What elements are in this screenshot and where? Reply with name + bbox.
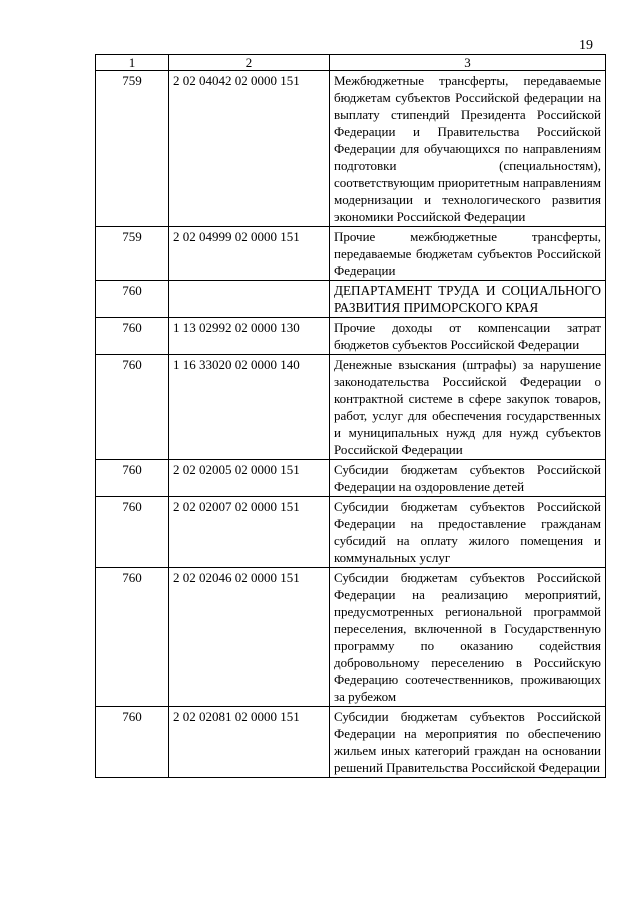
admin-code-cell: 759: [96, 71, 169, 227]
description-cell: Субсидии бюджетам субъектов Российской Федерации на мероприятия по обеспечению жильем иных категорий граждан на основании решений Правительства Российской Федерации: [330, 707, 606, 778]
description-cell: Субсидии бюджетам субъектов Российской Федерации на реализацию мероприятий, предусмотренных региональной программой переселения, включенной в Государственную программу по оказанию содействия добровольному переселению в Российскую Федерацию соотечественников, проживающих за рубежом: [330, 568, 606, 707]
kbk-code-cell: 2 02 02046 02 0000 151: [169, 568, 330, 707]
description-cell: Прочие доходы от компенсации затрат бюджетов субъектов Российской Федерации: [330, 318, 606, 355]
description-cell: Денежные взыскания (штрафы) за нарушение законодательства Российской Федерации о контрактной системе в сфере закупок товаров, работ, услуг для обеспечения государственных и муниципальных нужд для нужд субъектов Российской Федерации: [330, 355, 606, 460]
kbk-code-cell: 2 02 02007 02 0000 151: [169, 497, 330, 568]
column-header-2: 2: [169, 55, 330, 71]
table-row: [96, 318, 606, 355]
table-row: [96, 355, 606, 460]
description-cell: Прочие межбюджетные трансферты, передаваемые бюджетам субъектов Российской Федерации: [330, 227, 606, 281]
page-number: 19: [579, 38, 593, 53]
table-row: [96, 281, 606, 318]
admin-code-cell: 760: [96, 460, 169, 497]
column-header-1: 1: [96, 55, 169, 71]
admin-code-cell: 760: [96, 355, 169, 460]
admin-code-cell: 760: [96, 497, 169, 568]
kbk-code-cell: [169, 281, 330, 318]
table-row: [96, 227, 606, 281]
admin-code-cell: 760: [96, 568, 169, 707]
table-row: [96, 497, 606, 568]
description-cell: Субсидии бюджетам субъектов Российской Федерации на предоставление гражданам субсидий на оплату жилого помещения и коммунальных услуг: [330, 497, 606, 568]
table-row: [96, 71, 606, 227]
kbk-code-cell: 2 02 02005 02 0000 151: [169, 460, 330, 497]
table-row: [96, 707, 606, 778]
admin-code-cell: 760: [96, 318, 169, 355]
description-cell: Межбюджетные трансферты, передаваемые бюджетам субъектов Российской федерации на выплату стипендий Президента Российской Федерации и Правительства Российской Федерации для обучающихся по направлениям подготовки (специальностям), соответствующим приоритетным направлениям модернизации и технологического развития экономики Российской Федерации: [330, 71, 606, 227]
department-heading-cell: ДЕПАРТАМЕНТ ТРУДА И СОЦИАЛЬНОГО РАЗВИТИЯ ПРИМОРСКОГО КРАЯ: [330, 281, 606, 318]
column-header-3: 3: [330, 55, 606, 71]
kbk-code-cell: 2 02 04042 02 0000 151: [169, 71, 330, 227]
table-header-row: [96, 55, 606, 71]
table-row: [96, 460, 606, 497]
kbk-code-cell: 2 02 04999 02 0000 151: [169, 227, 330, 281]
table-row: [96, 568, 606, 707]
description-cell: Субсидии бюджетам субъектов Российской Федерации на оздоровление детей: [330, 460, 606, 497]
kbk-code-cell: 1 13 02992 02 0000 130: [169, 318, 330, 355]
admin-code-cell: 759: [96, 227, 169, 281]
revenue-codes-table: [95, 54, 606, 778]
kbk-code-cell: 2 02 02081 02 0000 151: [169, 707, 330, 778]
admin-code-cell: 760: [96, 281, 169, 318]
kbk-code-cell: 1 16 33020 02 0000 140: [169, 355, 330, 460]
admin-code-cell: 760: [96, 707, 169, 778]
